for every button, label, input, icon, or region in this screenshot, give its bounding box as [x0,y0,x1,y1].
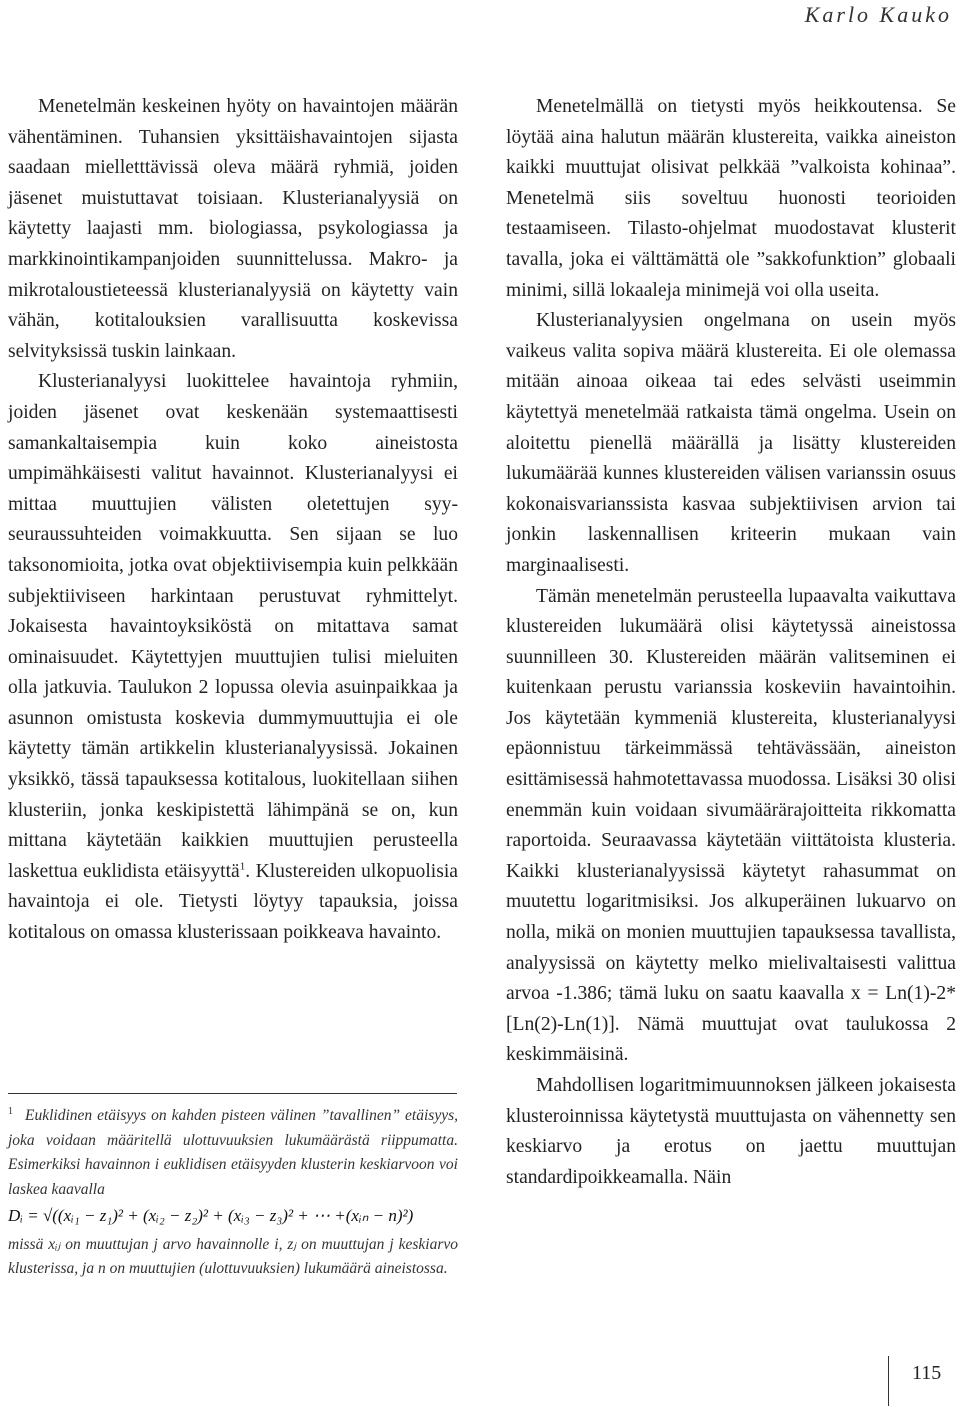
body-paragraph [8,367,458,948]
page-number: 115 [912,1362,942,1384]
footnote-number: 1 [8,1106,13,1117]
body-paragraph: Tämän menetelmän perusteella lupaavalta vaikuttava klustereiden lukumäärä olisi käytetyssä aineistossa suunnilleen 30. Klustereiden määrän valitseminen ei kuitenkaan perustu varianssia koskeviin havaintoihin. Jos käytetään kymmeniä klustereita, klusterianalyysi epäonnistuu tärkeimmässä tehtävässään, aineiston esittämisessä hahmotettavassa muodossa. Lisäksi 30 olisi enemmän kuin voidaan sivumäärärajoitteita rikkomatta raportoida. Seuraavassa käytetään viittätoista klusteria. Kaikki klusterianalyysissä käytetyt rahasummat on muutettu logaritmisiksi. Jos alkuperäinen lukuarvo on nolla, mikä on monien muuttujien tapauksessa tavallista, analyysissä on käytetty melko mielivaltaisesti valittua arvoa -1.386; tämä luku on saatu kaavalla x = Ln(1)-2*[Ln(2)-Ln(1)]. Nämä muuttujat ovat taulukossa 2 keskimmäisinä. [506,585,956,1066]
right-column [506,92,956,1193]
paragraph-text-tail: . Klustereiden ulkopuolisia havaintoja ei ole. Tietysti löytyy tapauksia, joissa kotitalous on omassa klusterissaan poikkeava havainto. [8,860,458,944]
running-header-author: Karlo Kauko [804,2,952,27]
body-paragraph: Menetelmällä on tietysti myös heikkoutensa. Se löytää aina halutun määrän klustereita, vaikka aineiston kaikki muuttujat olisivat pelkkää ”valkoista kohinaa”. Menetelmä siis soveltuu huonosti teorioiden testaamiseen. Tilasto-ohjelmat muodostavat klusterit tavalla, joka ei välttämättä ole ”sakkofunktion” globaali minimi, sillä lokaaleja minimejä voi olla useita. [506,96,956,301]
footnote-divider [8,1093,457,1094]
paragraph-text: Klusterianalyysi luokittelee havaintoja ryhmiin, joiden jäsenet ovat keskenään systemaattisesti samankaltaisempia kuin koko aineistosta umpimähkäisesti valitut havainnot. Klusterianalyysi ei mittaa muuttujien välisten oletettujen syy-seuraussuhteiden voimakkuutta. Sen sijaan se luo taksonomioita, jotka ovat objektiivisempia kuin pelkkään subjektiiviseen harkintaan perustuvat ryhmittelyt. Jokaisesta havaintoyksiköstä on mitattava samat ominaisuudet. Käytettyjen muuttujien tulisi mieluiten olla jatkuvia. Taulukon 2 lopussa olevia asuinpaikkaa ja asunnon omistusta koskevia dummymuuttujia ei ole käytetty tämän artikkelin klusterianalyysissä. Jokainen yksikkö, tässä tapauksessa kotitalous, luokitellaan siihen klusteriin, jonka keskipistettä lähimpänä se on, kun mittana käytetään kaikkien muuttujien perusteella laskettua euklidista etäisyyttä [8,371,458,882]
footnote [8,1100,458,1282]
page-number-divider [888,1356,889,1406]
body-paragraph: Menetelmän keskeinen hyöty on havaintojen määrän vähentäminen. Tuhansien yksittäishavaintojen sijasta saadaan mielletttävissä oleva määrä ryhmiä, joiden jäsenet muistuttavat toisiaan. Klusterianalyysiä on käytetty laajasti mm. biologiassa, psykologiassa ja markkinointikampanjoiden suunnittelussa. Makro- ja mikrotaloustieteessä klusterianalyysiä on käytetty vain vähän, kotitalouksien varallisuutta koskevissa selvityksissä tuskin lainkaan. [8,96,458,362]
body-paragraph: Mahdollisen logaritmimuunnoksen jälkeen jokaisesta klusteroinnissa käytetystä muuttujasta on vähennetty sen keskiarvo ja erotus on jaettu muuttujan standardipoikkeamalla. Näin [506,1075,956,1188]
left-column [8,92,458,949]
body-paragraph: Klusterianalyysien ongelmana on usein myös vaikeus valita sopiva määrä klustereita. Ei ole olemassa mitään ainoaa oikeaa tai edes selvästi useimmin käytettyä menetelmää ratkaista tämä ongelma. Usein on aloitettu pienellä määrällä ja lisätty klustereiden lukumäärää kunnes klustereiden välisen varianssin osuus kokonaisvarianssista kasvaa subjektiivisen arvion tai jonkin laskennallisen kriteerin mukaan vain marginaalisesti. [506,310,956,576]
footnote-text: Euklidinen etäisyys on kahden pisteen välinen ”tavallinen” etäisyys, joka voidaan määritellä ulottuvuuksien lukumäärästä riippumatta. Esimerkiksi havainnon i euklidisen etäisyyden klusterin keskiarvoon voi laskea kaavalla [8,1107,458,1198]
footnote-tail-text: missä xᵢⱼ on muuttujan j arvo havainnolle i, zⱼ on muuttujan j keskiarvo klusterissa, ja n on muuttujien (ulottuvuuksien) lukumäärä aineistossa. [8,1235,458,1278]
footnote-body [8,1100,458,1202]
euclidean-distance-formula: Dᵢ = √((xᵢ₁ − z₁)² + (xᵢ₂ − z₂)² + (xᵢ₃ − z₃)² + ⋯ +(xᵢₙ − n)²) [8,1206,414,1226]
footnote-reference[interactable]: 1 [239,860,246,873]
